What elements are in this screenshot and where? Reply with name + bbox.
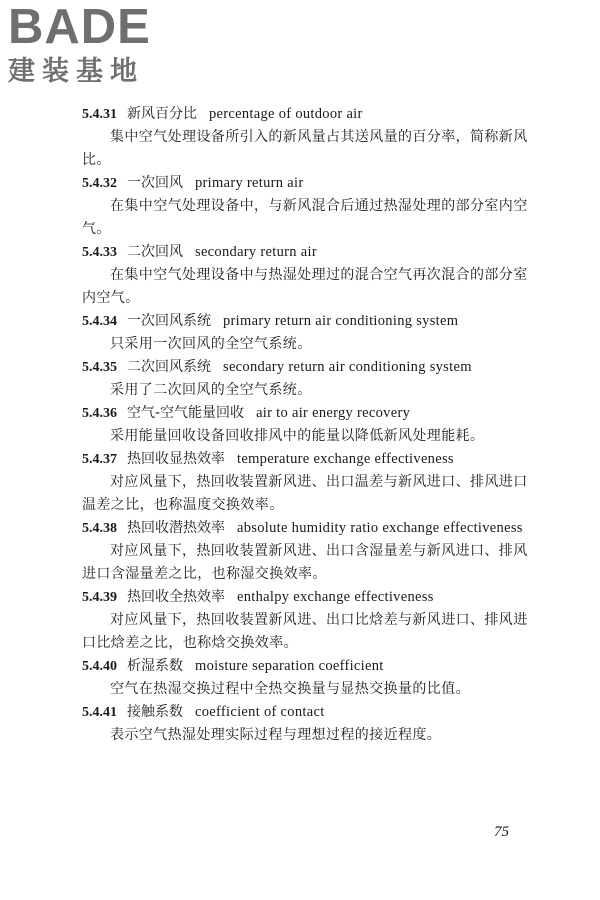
entry-definition: 集中空气处理设备所引入的新风量占其送风量的百分率，简称新风比。 <box>82 129 528 168</box>
entry-number: 5.4.39 <box>82 590 117 605</box>
logo <box>8 2 178 90</box>
glossary-content <box>82 103 530 747</box>
entry-heading <box>82 103 530 126</box>
entry-english: secondary return air conditioning system <box>223 359 472 375</box>
entry-definition: 对应风量下，热回收装置新风进、出口比焓差与新风进口、排风进口比焓差之比，也称焓交换效率。 <box>82 612 528 651</box>
entry-term: 空气-空气能量回收 <box>127 405 245 421</box>
entry-number: 5.4.37 <box>82 452 117 467</box>
entry-definition: 采用了二次回风的全空气系统。 <box>110 382 312 398</box>
glossary-entry <box>82 172 530 241</box>
entry-heading <box>82 310 530 333</box>
entry-heading <box>82 586 530 609</box>
entry-number: 5.4.31 <box>82 107 117 122</box>
logo-brand: BADE <box>8 0 151 54</box>
entry-heading <box>82 448 530 471</box>
entry-english: absolute humidity ratio exchange effectiveness <box>237 520 523 536</box>
entry-term: 热回收潜热效率 <box>127 520 225 536</box>
entry-number: 5.4.34 <box>82 314 117 329</box>
entry-number: 5.4.32 <box>82 176 117 191</box>
entry-definition: 表示空气热湿处理实际过程与理想过程的接近程度。 <box>110 727 442 743</box>
entry-number: 5.4.36 <box>82 406 117 421</box>
entry-term: 二次回风系统 <box>127 359 211 375</box>
entry-term: 一次回风系统 <box>127 313 211 329</box>
entry-english: primary return air conditioning system <box>223 313 459 329</box>
entry-heading <box>82 402 530 425</box>
entry-number: 5.4.35 <box>82 360 117 375</box>
entry-heading <box>82 356 530 379</box>
entry-heading <box>82 172 530 195</box>
entry-heading <box>82 701 530 724</box>
entry-heading <box>82 241 530 264</box>
glossary-entry <box>82 310 530 356</box>
entry-definition: 对应风量下，热回收装置新风进、出口温差与新风进口、排风进口温差之比，也称温度交换效率。 <box>82 474 528 513</box>
entry-heading <box>82 517 530 540</box>
entry-english: percentage of outdoor air <box>209 106 363 122</box>
glossary-entry <box>82 701 530 747</box>
entry-term: 新风百分比 <box>127 106 197 122</box>
entry-definition: 空气在热湿交换过程中全热交换量与显热交换量的比值。 <box>110 681 470 697</box>
glossary-entry <box>82 655 530 701</box>
entry-term: 析湿系数 <box>127 658 183 674</box>
entry-definition: 在集中空气处理设备中与热湿处理过的混合空气再次混合的部分室内空气。 <box>82 267 528 306</box>
glossary-entry <box>82 517 530 586</box>
entry-english: primary return air <box>195 175 304 191</box>
entry-number: 5.4.38 <box>82 521 117 536</box>
entry-term: 热回收全热效率 <box>127 589 225 605</box>
entry-heading <box>82 655 530 678</box>
entry-english: secondary return air <box>195 244 317 260</box>
entry-english: temperature exchange effectiveness <box>237 451 454 467</box>
entry-definition: 对应风量下，热回收装置新风进、出口含湿量差与新风进口、排风进口含湿量差之比，也称湿交换效率。 <box>82 543 528 582</box>
entry-english: coefficient of contact <box>195 704 325 720</box>
entry-number: 5.4.41 <box>82 705 117 720</box>
logo-subtitle: 建装基地 <box>8 56 144 87</box>
glossary-entry <box>82 356 530 402</box>
page-number: 75 <box>494 824 509 840</box>
glossary-entry <box>82 241 530 310</box>
entry-number: 5.4.33 <box>82 245 117 260</box>
entry-english: enthalpy exchange effectiveness <box>237 589 434 605</box>
glossary-entry <box>82 402 530 448</box>
entry-definition: 采用能量回收设备回收排风中的能量以降低新风处理能耗。 <box>110 428 485 444</box>
entry-term: 二次回风 <box>127 244 183 260</box>
glossary-entry <box>82 448 530 517</box>
entry-english: moisture separation coefficient <box>195 658 384 674</box>
entry-term: 接触系数 <box>127 704 183 720</box>
entry-term: 热回收显热效率 <box>127 451 225 467</box>
entry-definition: 在集中空气处理设备中，与新风混合后通过热湿处理的部分室内空气。 <box>82 198 528 237</box>
entry-definition: 只采用一次回风的全空气系统。 <box>110 336 312 352</box>
entry-english: air to air energy recovery <box>256 405 411 421</box>
glossary-entry <box>82 586 530 655</box>
glossary-entry <box>82 103 530 172</box>
entry-term: 一次回风 <box>127 175 183 191</box>
entry-number: 5.4.40 <box>82 659 117 674</box>
